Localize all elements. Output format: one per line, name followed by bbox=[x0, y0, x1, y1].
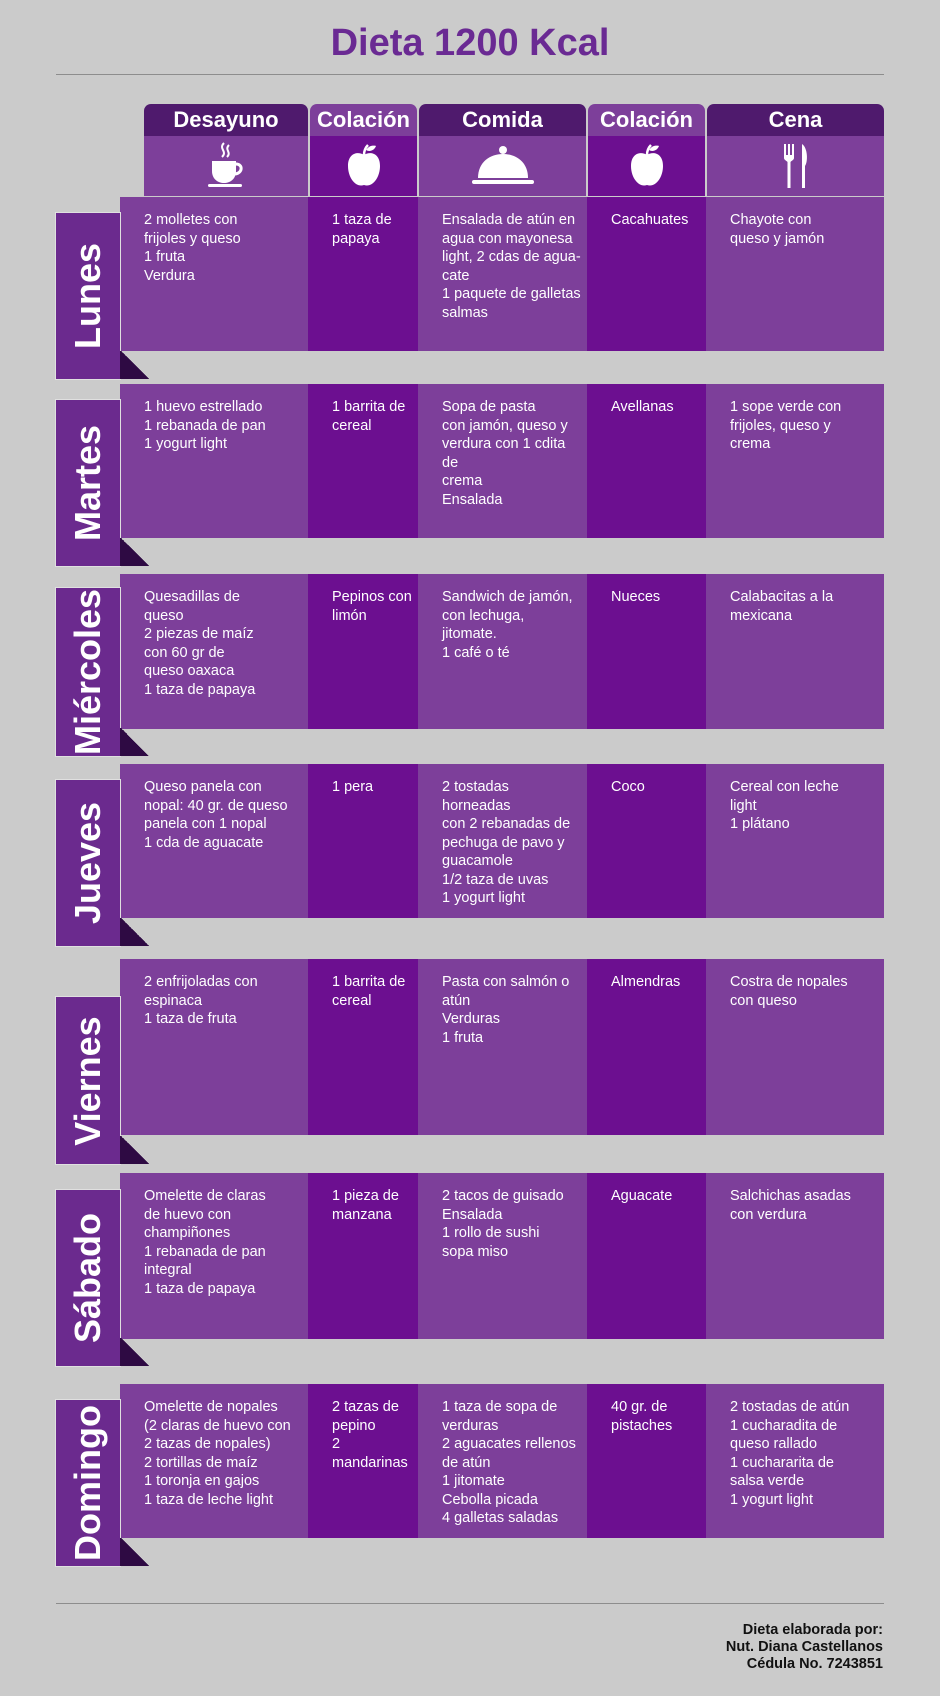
meal-cell-desayuno: 2 molletes con frijoles y queso 1 fruta Verdura bbox=[120, 197, 308, 351]
meal-cell-comida: 1 taza de sopa de verduras 2 aguacates rellenos de atún 1 jitomate Cebolla picada 4 galletas saladas bbox=[418, 1384, 587, 1538]
meal-cell-comida: 2 tacos de guisado Ensalada 1 rollo de sushi sopa miso bbox=[418, 1173, 587, 1339]
day-tab bbox=[56, 1400, 120, 1566]
meal-cell-desayuno: 2 enfrijoladas con espinaca 1 taza de fruta bbox=[120, 959, 308, 1135]
header-label: Desayuno bbox=[144, 104, 308, 136]
coffee-cup-icon bbox=[144, 136, 308, 196]
day-label: Jueves bbox=[67, 801, 108, 925]
meal-cell-colacion-2: 40 gr. de pistaches bbox=[587, 1384, 706, 1538]
credit-block bbox=[726, 1622, 883, 1673]
header-cena bbox=[707, 104, 884, 196]
tab-fold-shadow bbox=[120, 538, 150, 566]
day-row-viernes bbox=[120, 959, 884, 1135]
apple-icon bbox=[588, 136, 705, 196]
day-label: Viernes bbox=[67, 1015, 108, 1146]
meal-cell-colacion-1: 1 pieza de manzana bbox=[308, 1173, 418, 1339]
credit-line-3: Cédula No. 7243851 bbox=[746, 1656, 883, 1672]
day-tab bbox=[56, 400, 120, 566]
meal-cell-colacion-2: Avellanas bbox=[587, 384, 706, 538]
day-row-lunes bbox=[120, 197, 884, 351]
meal-cell-comida: Pasta con salmón o atún Verduras 1 fruta bbox=[418, 959, 587, 1135]
meal-cell-colacion-1: 1 barrita de cereal bbox=[308, 384, 418, 538]
day-row-martes bbox=[120, 384, 884, 538]
credit-line-1: Dieta elaborada por: bbox=[742, 1622, 883, 1638]
meal-cell-cena: Costra de nopales con queso bbox=[706, 959, 884, 1135]
bottom-divider bbox=[56, 1603, 884, 1604]
header-label: Cena bbox=[707, 104, 884, 136]
meal-cell-colacion-1: 1 barrita de cereal bbox=[308, 959, 418, 1135]
meal-cell-colacion-1: Pepinos con limón bbox=[308, 574, 418, 729]
meal-cell-cena: Salchichas asadas con verdura bbox=[706, 1173, 884, 1339]
day-tab bbox=[56, 588, 120, 756]
day-label: Domingo bbox=[67, 1405, 108, 1561]
day-label: Sábado bbox=[67, 1212, 108, 1344]
page-title: Dieta 1200 Kcal bbox=[330, 22, 610, 64]
day-label: Miércoles bbox=[67, 588, 108, 756]
meal-cell-colacion-2: Cacahuates bbox=[587, 197, 706, 351]
day-label: Lunes bbox=[67, 242, 108, 350]
meal-cell-colacion-1: 2 tazas de pepino 2 mandarinas bbox=[308, 1384, 418, 1538]
header-colacion-1 bbox=[310, 104, 417, 196]
day-label: Martes bbox=[67, 424, 108, 542]
tab-fold-shadow bbox=[120, 918, 150, 946]
tab-fold-shadow bbox=[120, 1136, 150, 1164]
meal-cell-colacion-1: 1 taza de papaya bbox=[308, 197, 418, 351]
day-tab bbox=[56, 997, 120, 1164]
meal-cell-colacion-2: Coco bbox=[587, 764, 706, 918]
meal-cell-cena: Calabacitas a la mexicana bbox=[706, 574, 884, 729]
fork-knife-icon bbox=[707, 136, 884, 196]
apple-icon bbox=[310, 136, 417, 196]
meal-cell-comida: Sandwich de jamón, con lechuga, jitomate. 1 café o té bbox=[418, 574, 587, 729]
header-desayuno bbox=[144, 104, 308, 196]
meal-cell-colacion-2: Aguacate bbox=[587, 1173, 706, 1339]
meal-cell-desayuno: Omelette de nopales (2 claras de huevo con 2 tazas de nopales) 2 tortillas de maíz 1 toronja en gajos 1 taza de leche light bbox=[120, 1384, 308, 1538]
day-row-sábado bbox=[120, 1173, 884, 1339]
day-row-domingo bbox=[120, 1384, 884, 1538]
cloche-icon bbox=[419, 136, 586, 196]
meal-cell-colacion-2: Nueces bbox=[587, 574, 706, 729]
header-label: Colación bbox=[588, 104, 705, 136]
meal-cell-cena: Cereal con leche light 1 plátano bbox=[706, 764, 884, 918]
meal-cell-comida: Sopa de pasta con jamón, queso y verdura con 1 cdita de crema Ensalada bbox=[418, 384, 587, 538]
meal-cell-cena: 1 sope verde con frijoles, queso y crema bbox=[706, 384, 884, 538]
tab-fold-shadow bbox=[120, 728, 150, 756]
day-row-miércoles bbox=[120, 574, 884, 729]
meal-cell-colacion-1: 1 pera bbox=[308, 764, 418, 918]
top-divider bbox=[56, 74, 884, 75]
meal-cell-desayuno: Queso panela con nopal: 40 gr. de queso panela con 1 nopal 1 cda de aguacate bbox=[120, 764, 308, 918]
tab-fold-shadow bbox=[120, 1338, 150, 1366]
tab-fold-shadow bbox=[120, 1538, 150, 1566]
meal-cell-cena: Chayote con queso y jamón bbox=[706, 197, 884, 351]
meal-cell-cena: 2 tostadas de atún 1 cucharadita de queso rallado 1 cuchararita de salsa verde 1 yogurt light bbox=[706, 1384, 884, 1538]
day-tab bbox=[56, 780, 120, 946]
meal-cell-colacion-2: Almendras bbox=[587, 959, 706, 1135]
meal-cell-desayuno: 1 huevo estrellado 1 rebanada de pan 1 yogurt light bbox=[120, 384, 308, 538]
day-tab bbox=[56, 1190, 120, 1366]
day-tab bbox=[56, 213, 120, 379]
header-label: Colación bbox=[310, 104, 417, 136]
header-colacion-2 bbox=[588, 104, 705, 196]
header-label: Comida bbox=[419, 104, 586, 136]
header-comida bbox=[419, 104, 586, 196]
day-row-jueves bbox=[120, 764, 884, 918]
meal-cell-desayuno: Omelette de claras de huevo con champiñones 1 rebanada de pan integral 1 taza de papaya bbox=[120, 1173, 308, 1339]
meal-header bbox=[144, 104, 884, 196]
tab-fold-shadow bbox=[120, 351, 150, 379]
credit-line-2: Nut. Diana Castellanos bbox=[725, 1639, 883, 1655]
meal-cell-desayuno: Quesadillas de queso 2 piezas de maíz con 60 gr de queso oaxaca 1 taza de papaya bbox=[120, 574, 308, 729]
meal-cell-comida: 2 tostadas horneadas con 2 rebanadas de pechuga de pavo y guacamole 1/2 taza de uvas 1 yogurt light bbox=[418, 764, 587, 918]
meal-cell-comida: Ensalada de atún en agua con mayonesa light, 2 cdas de agua- cate 1 paquete de galletas salmas bbox=[418, 197, 587, 351]
